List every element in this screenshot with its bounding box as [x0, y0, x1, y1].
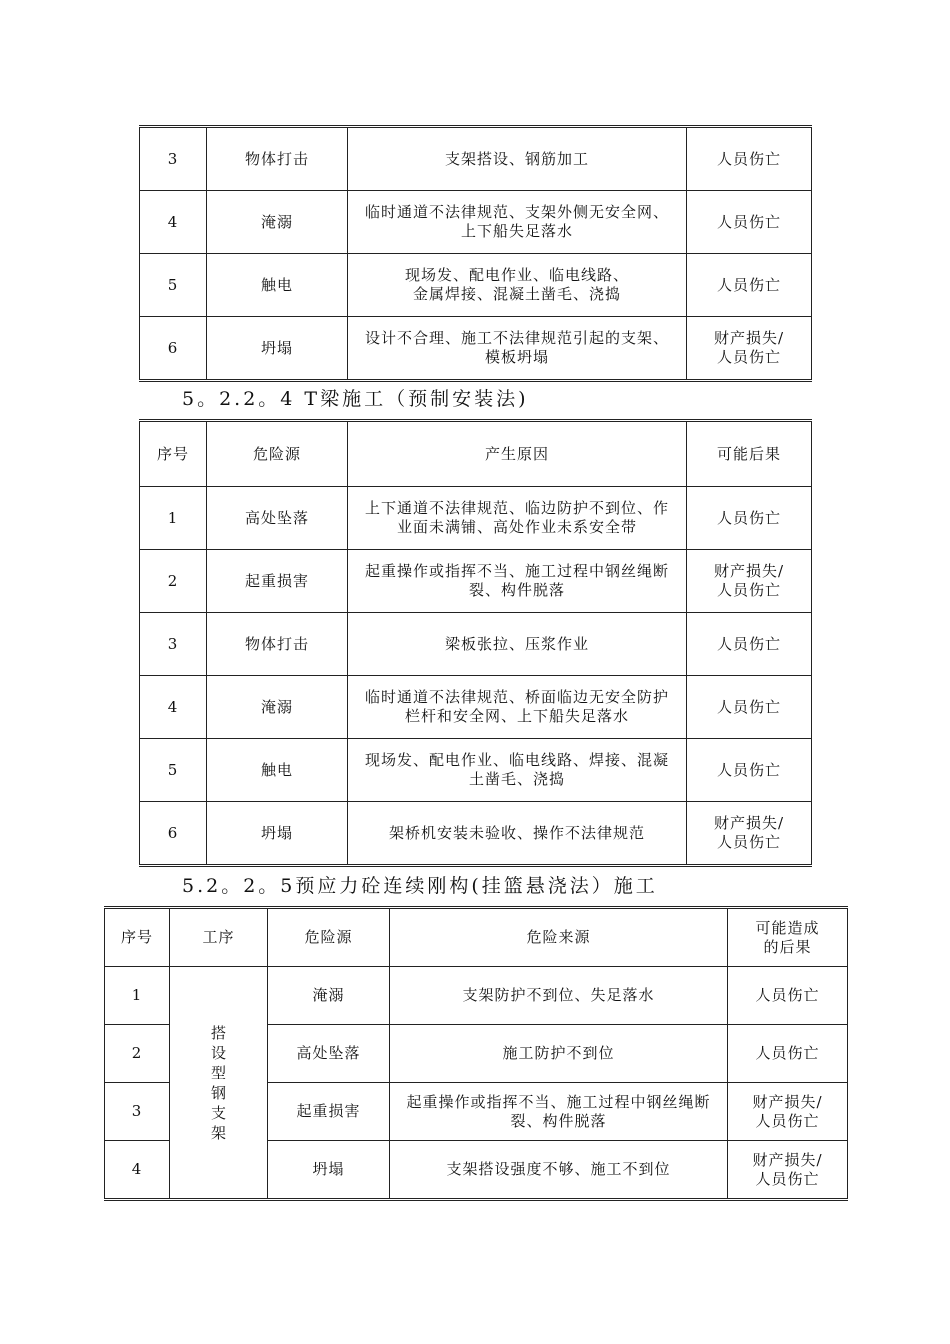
row-number: 3	[140, 613, 207, 676]
result-cell: 人员伤亡	[687, 191, 812, 254]
section-heading-t-beam: 5。2.2。4 T梁施工（预制安装法)	[182, 388, 529, 410]
result-cell: 人员伤亡	[687, 254, 812, 317]
hazard-cell: 淹溺	[207, 191, 348, 254]
table-row	[140, 739, 812, 802]
hazard-cell: 触电	[207, 739, 348, 802]
table-row	[140, 802, 812, 866]
cause-cell: 上下通道不法律规范、临边防护不到位、作 业面未满铺、高处作业未系安全带	[348, 487, 687, 550]
table-row	[140, 613, 812, 676]
row-number: 3	[140, 127, 207, 191]
hazard-cell: 物体打击	[207, 613, 348, 676]
table-header-row	[140, 421, 812, 487]
cause-cell: 架桥机安装未验收、操作不法律规范	[348, 802, 687, 866]
row-number: 4	[140, 191, 207, 254]
cause-cell: 临时通道不法律规范、桥面临边无安全防护 栏杆和安全网、上下船失足落水	[348, 676, 687, 739]
source-cell: 施工防护不到位	[390, 1025, 728, 1083]
header-cause: 产生原因	[348, 421, 687, 487]
cause-cell: 梁板张拉、压浆作业	[348, 613, 687, 676]
result-cell: 财产损失/ 人员伤亡	[728, 1141, 848, 1200]
hazard-table-t-beam	[139, 419, 812, 867]
header-hazard: 危险源	[268, 908, 390, 967]
row-number: 4	[140, 676, 207, 739]
result-cell: 人员伤亡	[687, 613, 812, 676]
source-cell: 起重操作或指挥不当、施工过程中钢丝绳断 裂、构件脱落	[390, 1083, 728, 1141]
source-cell: 支架搭设强度不够、施工不到位	[390, 1141, 728, 1200]
result-cell: 人员伤亡	[687, 487, 812, 550]
result-cell: 人员伤亡	[728, 1025, 848, 1083]
header-process: 工序	[170, 908, 268, 967]
hazard-cell: 高处坠落	[207, 487, 348, 550]
result-cell: 人员伤亡	[687, 676, 812, 739]
row-number: 3	[105, 1083, 170, 1141]
source-cell: 支架防护不到位、失足落水	[390, 967, 728, 1025]
table-row	[140, 317, 812, 381]
result-cell: 人员伤亡	[687, 127, 812, 191]
row-number: 2	[105, 1025, 170, 1083]
result-cell: 人员伤亡	[687, 739, 812, 802]
result-cell: 人员伤亡	[728, 967, 848, 1025]
hazard-cell: 起重损害	[268, 1083, 390, 1141]
table-row	[105, 967, 848, 1025]
cause-cell: 设计不合理、施工不法律规范引起的支架、 模板坍塌	[348, 317, 687, 381]
hazard-cell: 淹溺	[207, 676, 348, 739]
hazard-cell: 起重损害	[207, 550, 348, 613]
row-number: 1	[105, 967, 170, 1025]
hazard-cell: 坍塌	[268, 1141, 390, 1200]
row-number: 5	[140, 739, 207, 802]
row-number: 5	[140, 254, 207, 317]
table-row	[140, 487, 812, 550]
table-row	[140, 550, 812, 613]
hazard-cell: 高处坠落	[268, 1025, 390, 1083]
cause-cell: 临时通道不法律规范、支架外侧无安全网、 上下船失足落水	[348, 191, 687, 254]
header-source: 危险来源	[390, 908, 728, 967]
cause-cell: 现场发、配电作业、临电线路、焊接、混凝 土凿毛、浇捣	[348, 739, 687, 802]
header-result: 可能造成 的后果	[728, 908, 848, 967]
header-number: 序号	[105, 908, 170, 967]
section-heading-rigid-frame: 5.2。2。5预应力砼连续刚构(挂篮悬浇法）施工	[182, 875, 658, 897]
cause-cell: 现场发、配电作业、临电线路、 金属焊接、混凝土凿毛、浇捣	[348, 254, 687, 317]
hazard-cell: 坍塌	[207, 317, 348, 381]
row-number: 6	[140, 802, 207, 866]
hazard-cell: 触电	[207, 254, 348, 317]
result-cell: 财产损失/ 人员伤亡	[687, 317, 812, 381]
result-cell: 财产损失/ 人员伤亡	[687, 802, 812, 866]
row-number: 4	[105, 1141, 170, 1200]
process-cell: 搭 设 型 钢 支 架	[170, 967, 268, 1200]
cause-cell: 支架搭设、钢筋加工	[348, 127, 687, 191]
header-result: 可能后果	[687, 421, 812, 487]
hazard-table-continued	[139, 125, 812, 382]
cause-cell: 起重操作或指挥不当、施工过程中钢丝绳断 裂、构件脱落	[348, 550, 687, 613]
result-cell: 财产损失/ 人员伤亡	[687, 550, 812, 613]
table-header-row	[105, 908, 848, 967]
result-cell: 财产损失/ 人员伤亡	[728, 1083, 848, 1141]
table-row	[140, 127, 812, 191]
table-row	[140, 191, 812, 254]
table-row	[140, 254, 812, 317]
header-hazard: 危险源	[207, 421, 348, 487]
hazard-cell: 淹溺	[268, 967, 390, 1025]
row-number: 1	[140, 487, 207, 550]
hazard-cell: 物体打击	[207, 127, 348, 191]
header-number: 序号	[140, 421, 207, 487]
hazard-cell: 坍塌	[207, 802, 348, 866]
table-row	[140, 676, 812, 739]
row-number: 6	[140, 317, 207, 381]
hazard-table-rigid-frame	[104, 906, 848, 1201]
row-number: 2	[140, 550, 207, 613]
